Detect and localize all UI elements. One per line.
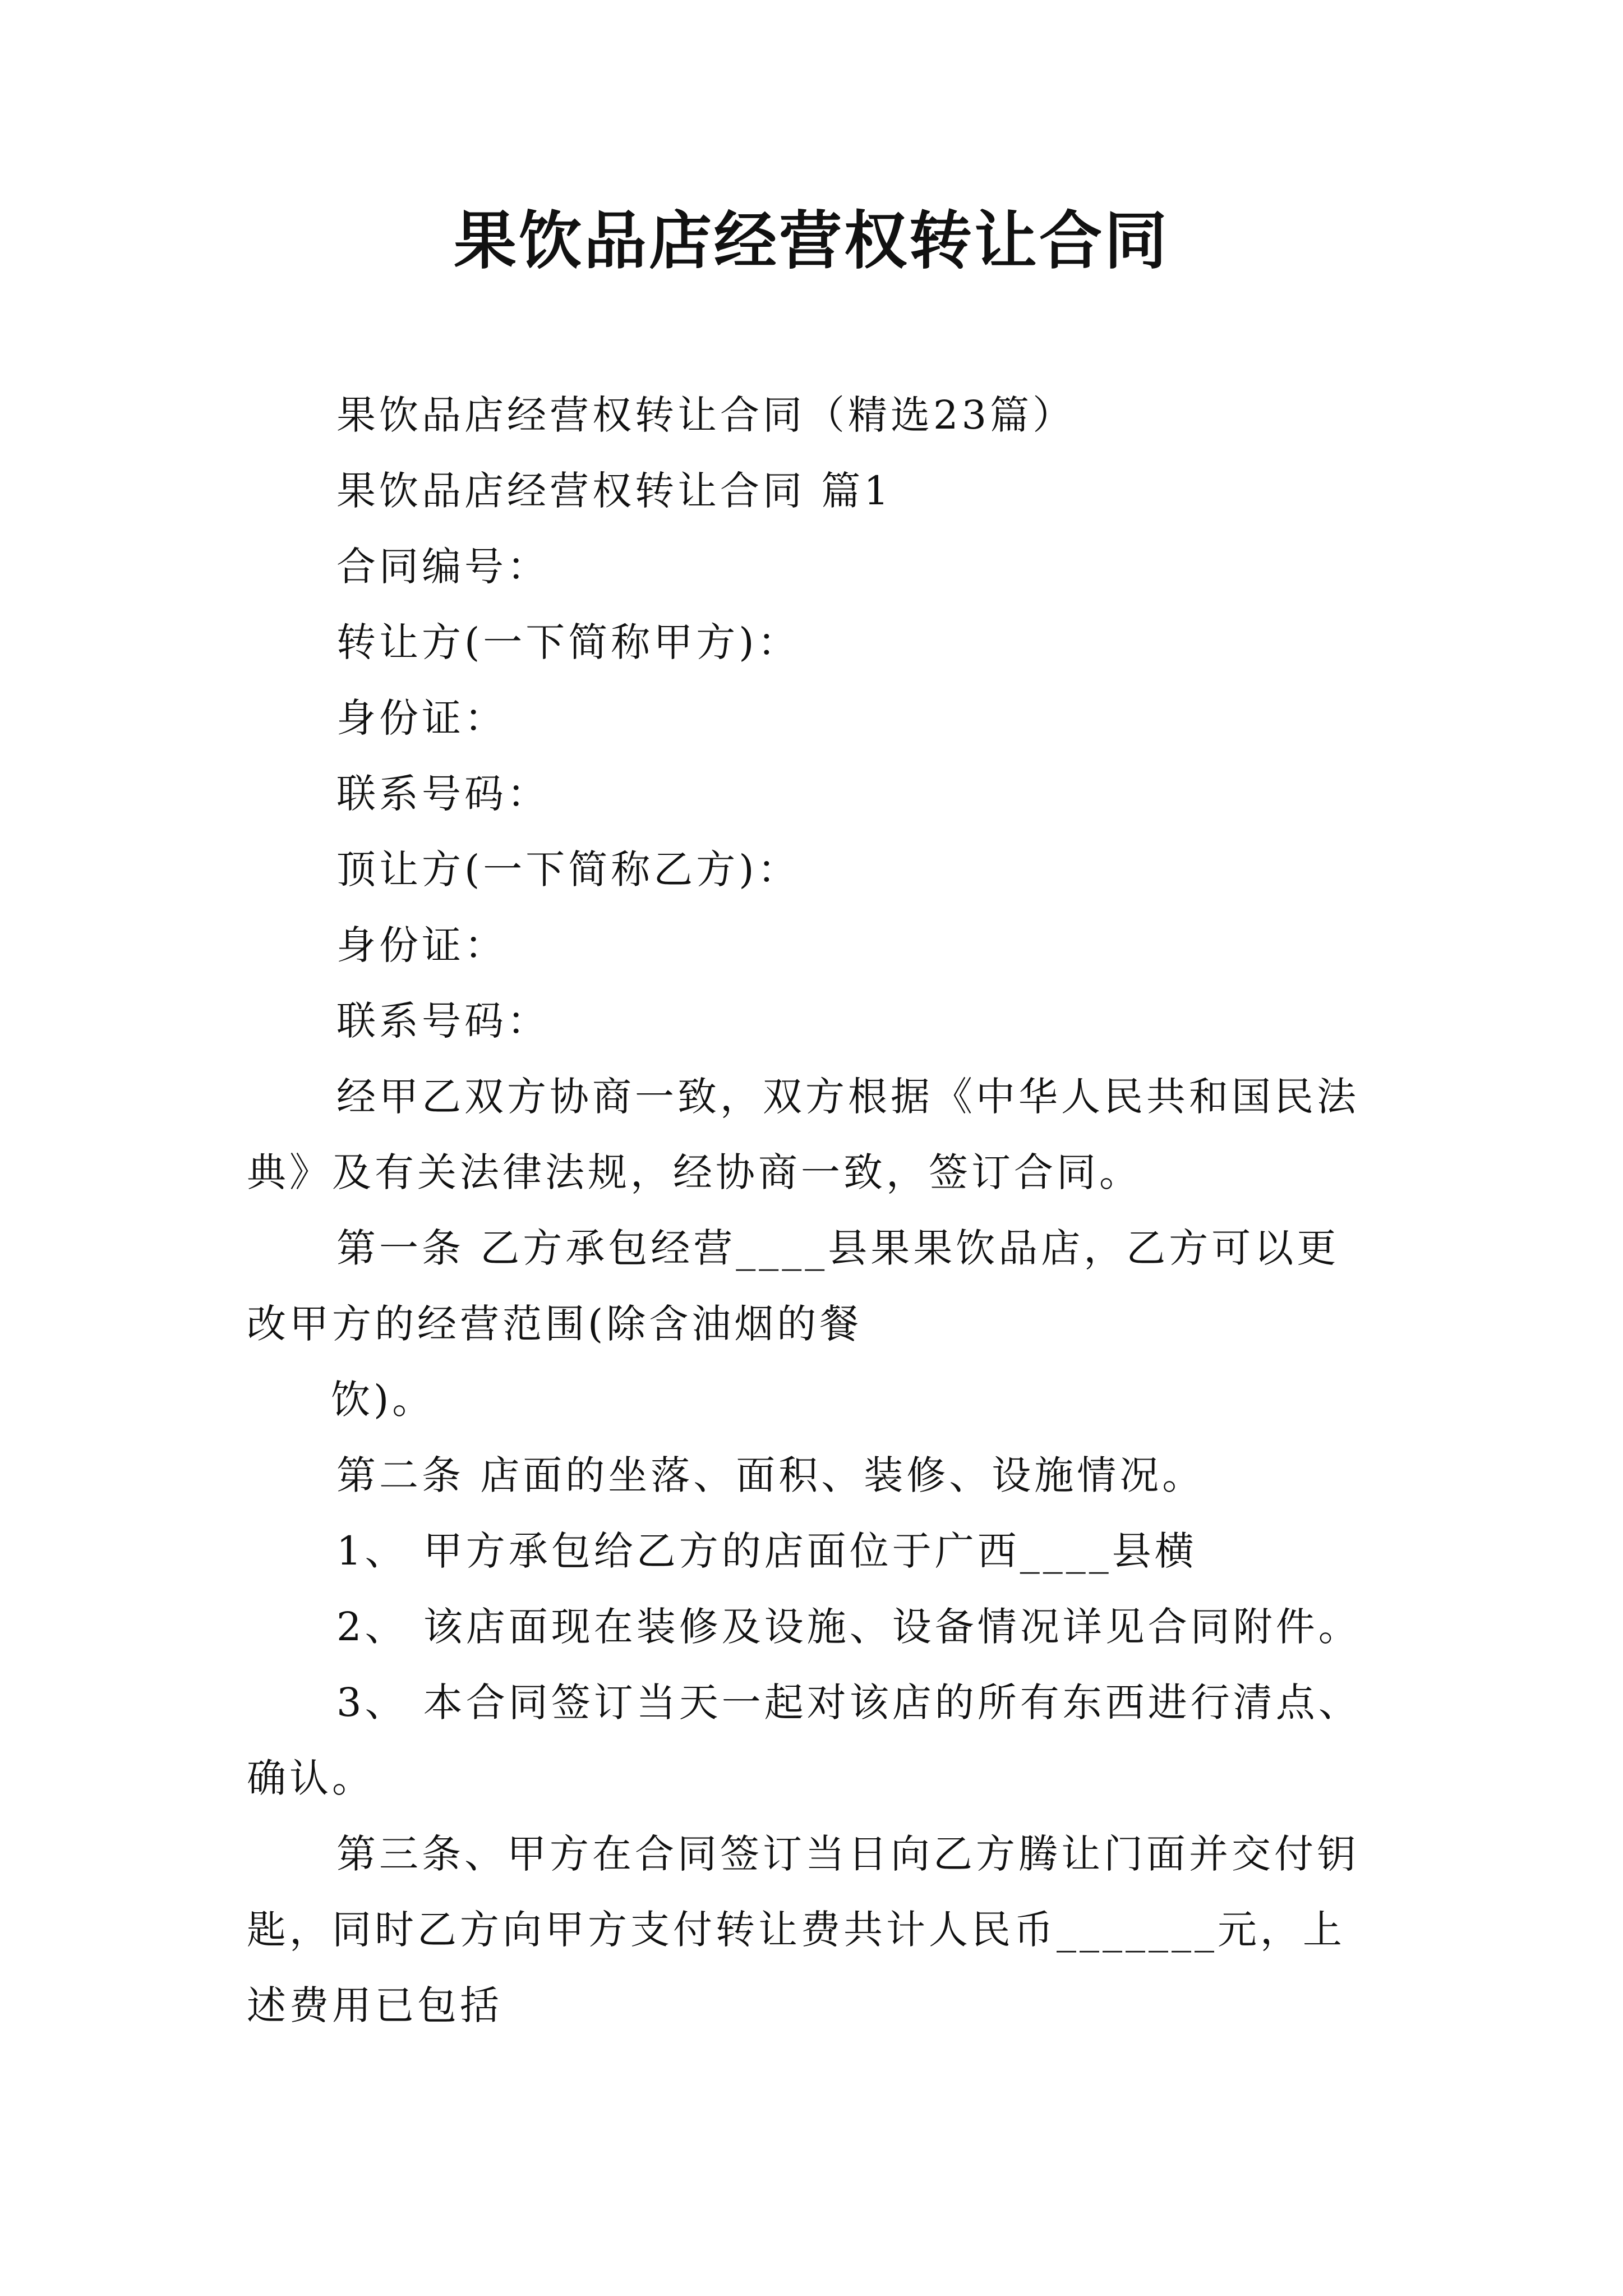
paragraph-line: 典》及有关法律法规，经协商一致，签订合同。 <box>247 1149 1142 1195</box>
article-three-line: 述费用已包括 <box>247 1982 502 2028</box>
contract-number-label: 合同编号： <box>336 544 550 590</box>
article-two-item: 3、 本合同签订当天一起对该店的所有东西进行清点、 <box>336 1680 1361 1726</box>
transferee-phone-label: 联系号码： <box>336 998 550 1044</box>
article-three-line: 第三条、甲方在合同签订当日向乙方腾让门面并交付钥 <box>336 1831 1359 1877</box>
article-one-line: 第一条 乙方承包经营____县果果饮品店，乙方可以更 <box>336 1225 1340 1271</box>
transferor-phone-label: 联系号码： <box>336 771 550 817</box>
article-two-item: 确认。 <box>247 1755 375 1801</box>
transferor-id-label: 身份证： <box>336 695 507 741</box>
article-one-line: 饮)。 <box>331 1377 435 1423</box>
transferee-label: 顶让方(一下简称乙方)： <box>336 846 800 892</box>
article-two-heading: 第二条 店面的坐落、面积、装修、设施情况。 <box>336 1452 1205 1498</box>
transferor-label: 转让方(一下简称甲方)： <box>336 619 800 665</box>
article-three-line: 匙，同时乙方向甲方支付转让费共计人民币_______元，上 <box>247 1907 1345 1953</box>
article-two-item: 1、 甲方承包给乙方的店面位于广西____县横 <box>336 1528 1197 1574</box>
section-heading: 果饮品店经营权转让合同 篇1 <box>336 468 892 514</box>
transferee-id-label: 身份证： <box>336 922 507 968</box>
paragraph-line: 经甲乙双方协商一致，双方根据《中华人民共和国民法 <box>336 1074 1359 1120</box>
article-one-line: 改甲方的经营范围(除含油烟的餐 <box>247 1301 863 1347</box>
article-two-item: 2、 该店面现在装修及设施、设备情况详见合同附件。 <box>336 1604 1361 1650</box>
document-title: 果饮品店经营权转让合同 <box>454 204 1169 278</box>
subtitle-line: 果饮品店经营权转让合同（精选23篇） <box>336 392 1076 438</box>
